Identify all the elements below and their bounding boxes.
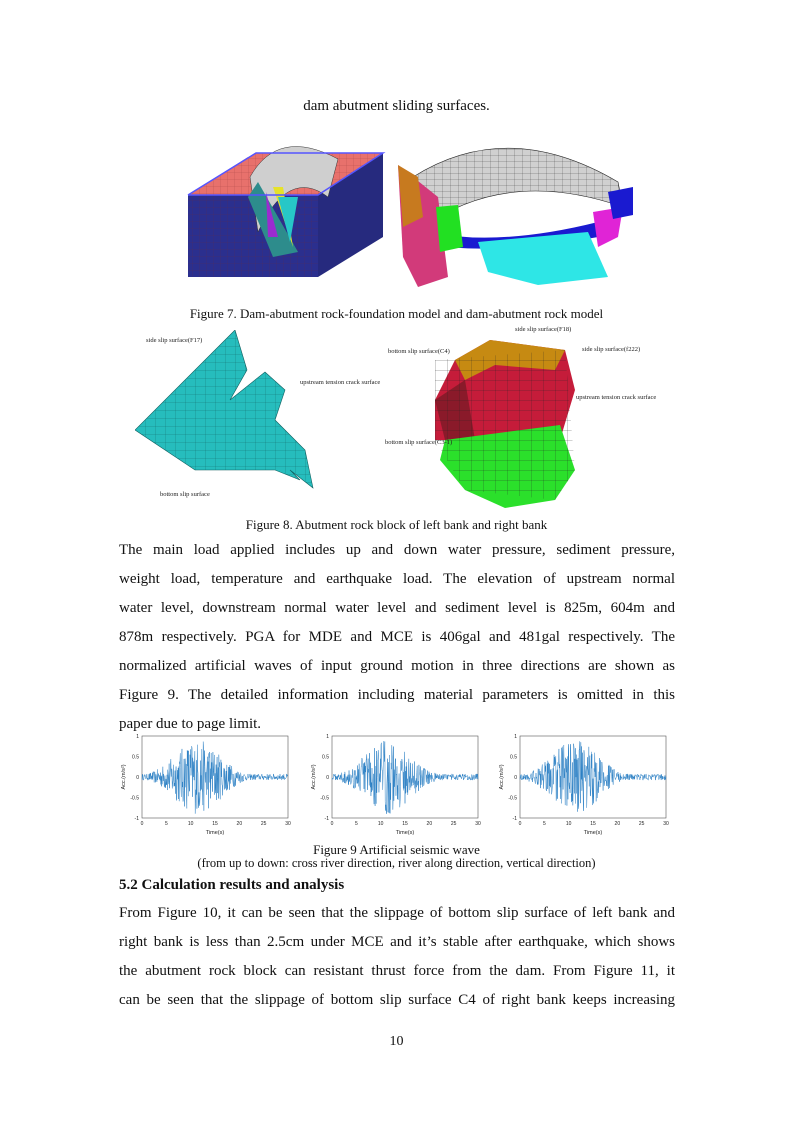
figure-9-subcaption: (from up to down: cross river direction, river along direction, vertical direction) xyxy=(197,856,596,870)
x-tick-label: 5 xyxy=(164,821,168,827)
x-tick-label: 0 xyxy=(140,821,144,827)
paragraph-results xyxy=(119,899,675,1015)
x-tick-label: 20 xyxy=(236,821,243,827)
x-tick-label: 30 xyxy=(475,821,481,827)
label-upstream-right: upstream tension crack surface xyxy=(576,394,657,401)
x-tick-label: 0 xyxy=(330,821,334,827)
text-line: water level, downstream normal water level and sediment level is 825m, 604m and xyxy=(119,600,675,616)
x-tick-label: 15 xyxy=(590,821,596,827)
y-tick-label: 0 xyxy=(514,775,517,781)
text-line: can be seen that the slippage of bottom slip surface C4 of right bank keeps increasing xyxy=(119,992,675,1008)
y-tick-label: -0.5 xyxy=(130,795,139,802)
x-tick-label: 30 xyxy=(663,821,669,827)
x-axis-label: Time(s) xyxy=(205,830,225,836)
y-tick-label: 0.5 xyxy=(510,754,517,761)
label-side-f222: side slip surface(f222) xyxy=(582,346,641,353)
x-tick-label: 5 xyxy=(542,821,546,827)
y-tick-label: 0.5 xyxy=(322,754,329,761)
text-line: the abutment rock block can resistant thrust force from the dam. From Figure 11, it xyxy=(119,963,675,979)
figure-7-caption: Figure 7. Dam-abutment rock-foundation model and dam-abutment rock model xyxy=(189,306,604,321)
text-line: paper due to page limit. xyxy=(119,716,262,732)
section-heading: 5.2 Calculation results and analysis xyxy=(119,877,345,893)
x-tick-label: 25 xyxy=(638,821,645,827)
y-tick-label: -0.5 xyxy=(508,795,517,802)
y-axis-label: Acc.(m/s²) xyxy=(121,764,127,790)
figure-9-charts xyxy=(112,728,684,840)
figure-9-caption: Figure 9 Artificial seismic wave xyxy=(313,842,480,857)
x-tick-label: 10 xyxy=(377,821,384,827)
y-tick-label: 0 xyxy=(136,775,139,781)
text-line: Figure 9. The detailed information including material parameters is omitted in this xyxy=(119,687,675,703)
text-line: 878m respectively. PGA for MDE and MCE is 406gal and 481gal respectively. The xyxy=(119,629,675,645)
label-upstream-left: upstream tension crack surface xyxy=(300,379,381,386)
continued-text: dam abutment sliding surfaces. xyxy=(303,98,490,114)
x-tick-label: 10 xyxy=(187,821,194,827)
label-bottom-left: bottom slip surface xyxy=(160,491,210,498)
y-tick-label: -1 xyxy=(134,816,139,822)
y-tick-label: -1 xyxy=(324,816,329,822)
label-bottom-c4: bottom slip surface(C4) xyxy=(388,348,450,355)
x-tick-label: 10 xyxy=(565,821,572,827)
y-tick-label: 1 xyxy=(514,734,517,740)
y-tick-label: -0.5 xyxy=(320,795,329,802)
x-tick-label: 0 xyxy=(518,821,522,827)
x-tick-label: 25 xyxy=(450,821,457,827)
y-tick-label: 1 xyxy=(326,734,329,740)
x-tick-label: 15 xyxy=(402,821,408,827)
y-tick-label: -1 xyxy=(512,816,517,822)
x-tick-label: 25 xyxy=(260,821,267,827)
y-axis-label: Acc.(m/s²) xyxy=(311,764,317,790)
y-tick-label: 0 xyxy=(326,775,329,781)
figure-7-image xyxy=(178,137,642,297)
page-number: 10 xyxy=(389,1034,404,1049)
y-axis-label: Acc.(m/s²) xyxy=(499,764,505,790)
label-bottom-c3-1: bottom slip surface(C3-1) xyxy=(385,439,453,446)
paragraph-loads xyxy=(119,536,675,739)
x-tick-label: 20 xyxy=(614,821,621,827)
label-side-f17: side slip surface(F17) xyxy=(146,337,203,344)
x-tick-label: 5 xyxy=(354,821,358,827)
label-side-f18: side slip surface(F18) xyxy=(515,326,572,333)
x-tick-label: 15 xyxy=(212,821,218,827)
x-axis-label: Time(s) xyxy=(583,830,603,836)
text-line: normalized artificial waves of input ground motion in three directions are shown as xyxy=(119,658,675,674)
text-line: The main load applied includes up and down water pressure, sediment pressure, xyxy=(119,542,675,558)
figure-8-caption: Figure 8. Abutment rock block of left bank and right bank xyxy=(245,517,548,532)
y-tick-label: 1 xyxy=(136,734,139,740)
text-line: weight load, temperature and earthquake load. The elevation of upstream normal xyxy=(119,571,675,587)
x-axis-label: Time(s) xyxy=(395,830,415,836)
text-line: right bank is less than 2.5cm under MCE and it’s stable after earthquake, which shows xyxy=(119,934,675,950)
y-tick-label: 0.5 xyxy=(132,754,139,761)
x-tick-label: 20 xyxy=(426,821,433,827)
text-line: From Figure 10, it can be seen that the slippage of bottom slip surface of left bank and xyxy=(119,905,675,921)
x-tick-label: 30 xyxy=(285,821,291,827)
figure-8-image xyxy=(135,330,665,522)
